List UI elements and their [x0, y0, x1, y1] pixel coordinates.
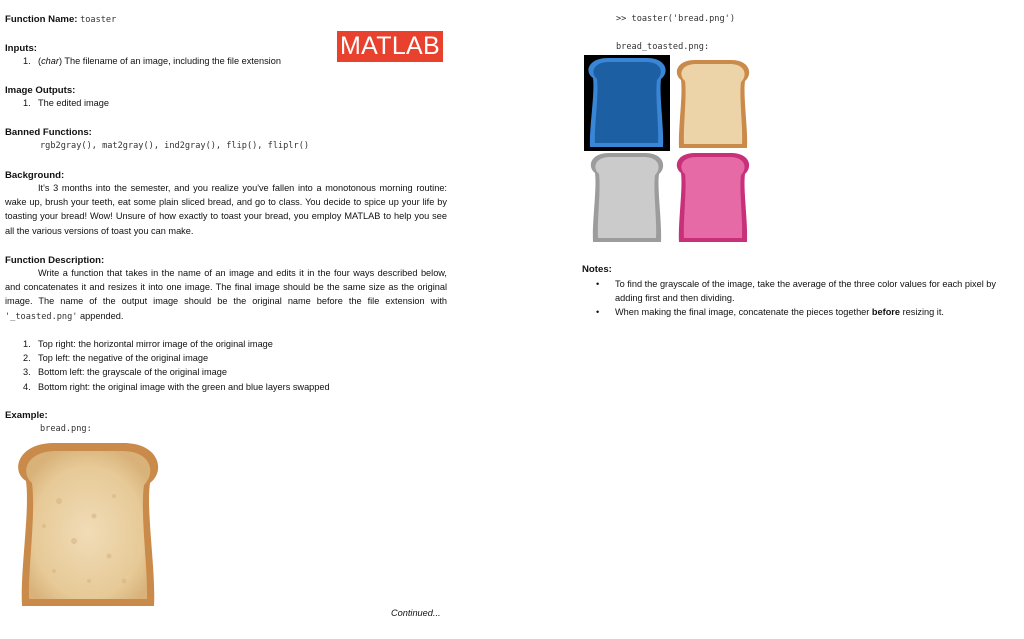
matlab-logo: MATLAB [337, 31, 443, 62]
banned-heading: Banned Functions: [5, 127, 92, 138]
function-name-line [5, 14, 116, 25]
example-heading: Example: [5, 410, 48, 421]
notes-list [582, 277, 1014, 320]
output-suffix-code: '_toasted.png' [5, 311, 78, 322]
grayscale-bread-image [587, 151, 667, 244]
swapped-bread-image [673, 151, 753, 244]
list-item: 3. Bottom left: the grayscale of the original image [23, 367, 227, 378]
function-name-value: toaster [80, 15, 117, 25]
output-description: The edited image [38, 98, 109, 108]
input-type: char [41, 56, 59, 66]
notes-heading: Notes: [582, 264, 612, 275]
output-filename: bread_toasted.png: [616, 42, 710, 52]
list-item: • To find the grayscale of the image, take the average of the three color values for each pixel by adding first and then dividing. [582, 277, 1014, 305]
list-item: 1. The edited image [23, 98, 109, 108]
list-item: 4. Bottom right: the original image with the green and blue layers swapped [23, 381, 330, 392]
steps-list [23, 337, 330, 394]
bread-image [14, 441, 161, 609]
input-description: The filename of an image, including the file extension [64, 56, 281, 66]
function-name-label: Function Name: [5, 14, 78, 25]
background-heading: Background: [5, 170, 65, 181]
inputs-list [23, 54, 281, 68]
example-filename: bread.png: [40, 424, 92, 434]
background-text: It's 3 months into the semester, and you realize you've fallen into a monotonous morning routine: wake up, brush your teeth, eat some plain sliced bread, and go to class. You decide to spice up your life by toasting your bread! Wow! Unsure of how exactly to toast your bread, you employ MATLAB to help you see all the various versions of toast you can make. [5, 183, 447, 236]
outputs-heading: Image Outputs: [5, 85, 76, 96]
function-call: >> toaster('bread.png') [616, 14, 735, 24]
negative-bread-image [584, 55, 670, 151]
list-item: 1. (char) The filename of an image, including the file extension [23, 56, 281, 66]
outputs-list [23, 96, 109, 110]
continued-text: Continued... [391, 608, 441, 618]
description-text: Write a function that takes in the name of an image and edits it in the four ways described below, and concatenates it and resizes it into one image. The final image should be the same size as the original image. The name of the output image should be the original name before the file extension with '_toasted.png' appended. [5, 268, 447, 322]
inputs-heading: Inputs: [5, 43, 37, 54]
banned-functions: rgb2gray(), mat2gray(), ind2gray(), flip(), fliplr() [40, 141, 310, 151]
description-heading: Function Description: [5, 255, 105, 266]
list-item: 1. Top right: the horizontal mirror image of the original image [23, 339, 273, 349]
list-item: 2. Top left: the negative of the original image [23, 353, 209, 364]
mirror-bread-image [673, 58, 753, 150]
list-item: • When making the final image, concatenate the pieces together before resizing it. [582, 305, 1014, 319]
